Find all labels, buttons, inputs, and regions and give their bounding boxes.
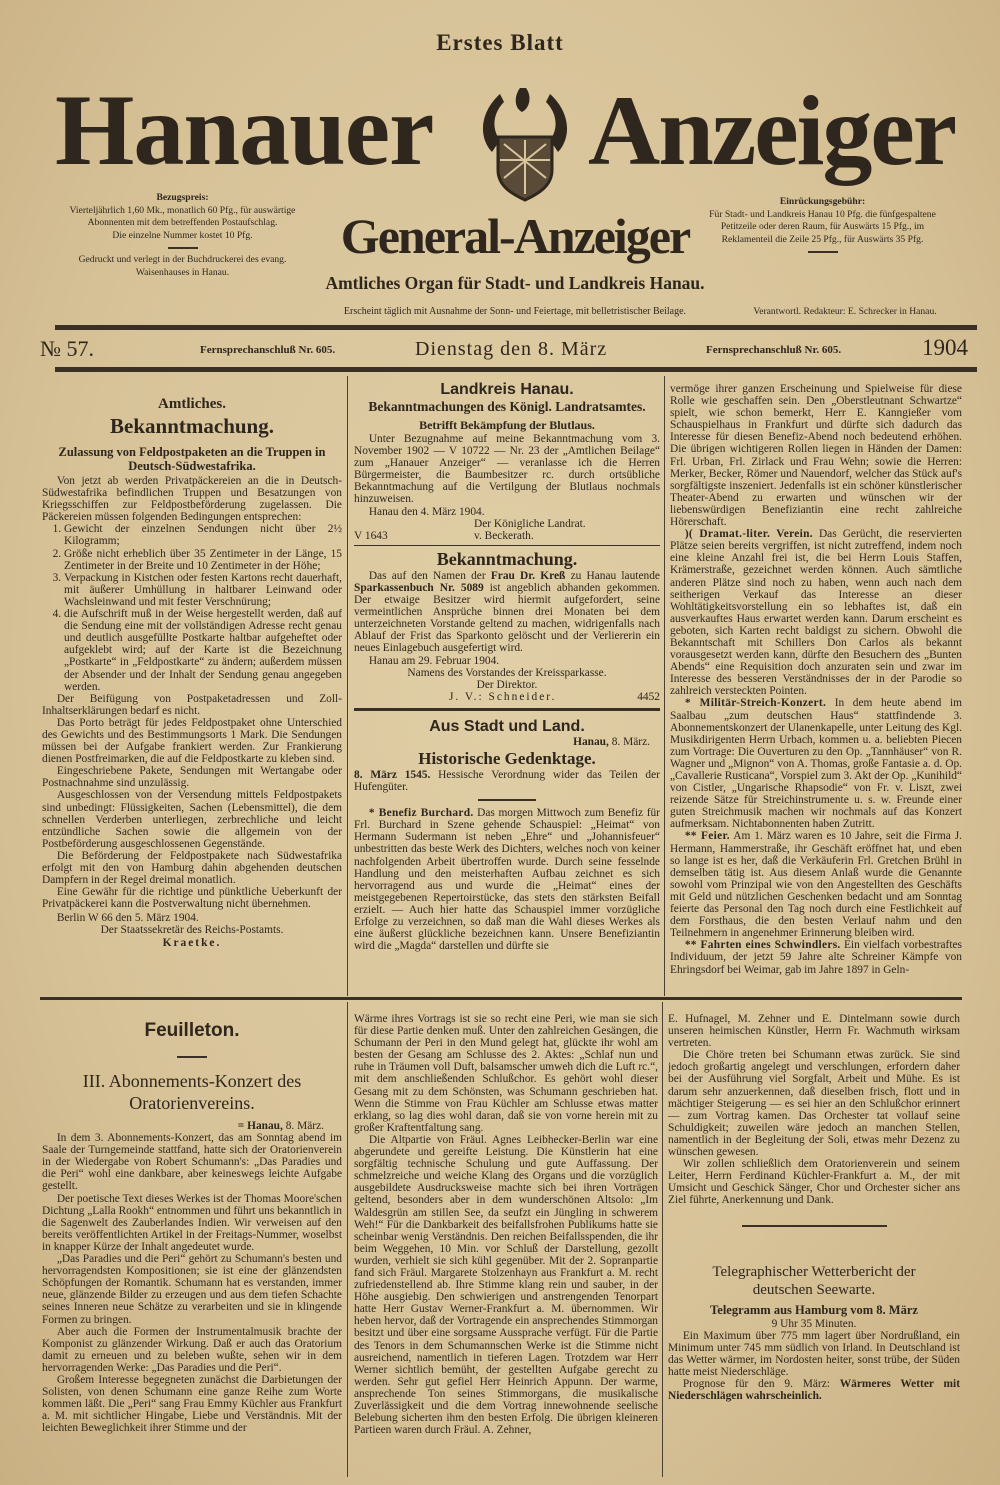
- feuilleton-rule: [40, 997, 962, 1000]
- feuilleton-dateline-place: = Hanau,: [237, 1120, 283, 1132]
- local-dateline-place: Hanau,: [573, 735, 609, 748]
- review-paragraph: Wärme ihres Vortrags ist sie so recht eine Peri, wie man sie sich für diese Partie denken muß. Unter den zahlreichen Gesängen, die Schumann der Peri in den Mund gelegt hat, glückte ihr wohl am besten der Gesang am Schlusse des 2. Aktes: „Schlaf nun und ruhe in Träumen voll Duft, balsamscher umweh dich die Luft rc.“, mit dem anschließenden Schlußchor. Es gehört wohl dieser Gesang mit zu dem Schönsten, was Schumann geschrieben hat. Wenn die Stimme von Frau Küchler am Schlusse etwas matter erklang, so lag dies wohl daran, daß sie von vorne herein mit zu großer Kraftentfaltung sang.: [354, 1013, 658, 1134]
- item-text: Das Gerücht, die reservierten Plätze seien bereits vergriffen, ist nicht zutreffend, indem noch eine kleine Anzahl frei ist, die bei Herrn Louis Staffen, Krämerstraße, gezeichnet werden können. Auch sämtliche anderen Plätze sind noch zu haben, wenn auch nach dem seitherigen Verkauf das Interesse an dieser Wohltätigkeitsvorstellung ein so lebhaftes ist, daß ein ausverkauftes Haus erwartet werden kann. Darum erscheint es geboten, sich Karten recht baldigst zu sichern. Obwohl die Bekanntschaft mit Schillers Don Carlos als bekannt vorausgesetzt werden kann, dürfte den Besuchern des „Bunten Abends“ eine Requisition doch anzuraten sein und zwar im Interesse des besseren Verständnisses der in der Parodie so zahlreich versteckten Pointen.: [670, 528, 962, 698]
- condition-item: 4. die Aufschrift muß in der Weise hergestellt werden, daß auf die Sendung eine mit der vollständigen Adresse recht genau und deutlich ausgefüllte Postkarte haltbar aufgeheftet oder aufgeklebt wird; auf der Karte ist die Bezeichnung „Postkarte“ in „Feldpostkarte“ zu ändern; außerdem müssen der Absender und der Inhalt der Sendung genau angegeben werden.: [64, 608, 342, 693]
- column-divider: [347, 1002, 348, 1477]
- masthead-rule: [55, 325, 977, 330]
- masthead-title-left: Hanauer: [55, 74, 434, 187]
- masthead-title-right: Anzeiger: [588, 75, 956, 186]
- sparkasse-book: Sparkassenbuch Nr. 5089: [354, 581, 484, 594]
- condition-item: 1. Gewicht der einzelnen Sendungen nicht über 2½ Kilogramm;: [64, 523, 342, 547]
- ads-text: Für Stadt- und Landkreis Hanau 10 Pfg. die fünfgespaltene Petitzeile oder deren Raum, für Auswärts 15 Pfg., im Reklamenteil die Zeile 25 Pfg., für Auswärts 35 Pfg.: [709, 208, 936, 245]
- notice-signer-title: Der Staatssekretär des Reichs-Postamts.: [100, 924, 284, 937]
- benefiz-continuation: vermöge ihrer ganzen Erscheinung und Spielweise für diese Rolle wie geschaffen sein. Den „Oberstleutnant Schwartze“ spielt, wie schon bemerkt, Herr E. Kanngießer vom Schauspielhaus in Frankfurt und dürfte sich dadurch das Interesse für diesen Benefiz-Abend noch bedeutend erhöhen. Die übrigen wichtigeren Rollen liegen in Händen der Damen: Frl. Urban, Frl. Zirlack und Frau Wehn; sowie die Herren: Merker, Becker, Römer und Nauendorf, welcher das Stück auf's sorgfältigste inszeniert. Jedenfalls ist ein schöner künstlerischer Theater-Abend zu erwarten und wünschen wir der liebenswürdigen Benefiziantin eine recht zahlreiche Hörerschaft.: [670, 383, 962, 529]
- phone-left: Fernsprechanschluß Nr. 605.: [200, 344, 336, 356]
- right-column: [670, 383, 962, 995]
- item-text: In dem heute abend im Saalbau „zum deutschen Haus“ stattfindende 3. Abonnementskonzert der Ulanenkapelle, unter Leitung des Kgl. Musikdirigenten Herrn Urbach, kommen u. a. beliebten Piecen zum Vortrage: Die Ouverturen zu den Op. „Tannhäuser“ von R. Wagner und „Mignon“ von A. Thomas, große Fantasie a. d. Op. „Cavallerie Rusticana“, Vorspiel zum 3. Akt der Op. „Kunihild“ von Cistler, „Ungarische Rhapsodie“ von Fr. v. Liszt, zwei reizende Sätze für Streichinstrumente u. s. w. Freunde einer guten Streichmusik machen wir nochmals auf das Konzert aufmerksam. Nichtabonnenten haben Zutritt.: [670, 697, 962, 831]
- landkreis-signer: v. Beckerath.: [474, 529, 534, 542]
- coat-of-arms-icon: [470, 82, 580, 202]
- history-text: Hessische Verordnung wider das Teilen der Hufengüter.: [354, 768, 660, 794]
- local-news-title: Aus Stadt und Land.: [429, 717, 585, 735]
- phone-right: Fernsprechanschluß Nr. 605.: [706, 344, 842, 356]
- dateline-rule: [55, 367, 977, 372]
- item-lead: * Militär-Streich-Konzert.: [684, 697, 827, 710]
- feuilleton-dateline-date: 8. März.: [285, 1120, 324, 1132]
- notice-paragraph: Ausgeschlossen von der Versendung mittels Feldpostpakets sind unbedingt: Flüssigkeiten, Sachen (Lebensmittel), die dem schnellen Verderben unterliegen, zerbrechliche und leicht entzündliche Sachen sowie die allgemein von der Postbeförderung ausgeschlossenen Gegenstände.: [42, 789, 342, 850]
- price-single: Die einzelne Nummer kostet 10 Pfg.: [112, 229, 253, 241]
- feuilleton-column-1: [42, 1020, 342, 1480]
- local-dateline-date: 8. März.: [611, 735, 650, 748]
- issue-date: Dienstag den 8. März: [415, 338, 608, 360]
- ads-heading: Einrückungsgebühr:: [779, 196, 866, 207]
- review-paragraph: In dem 3. Abonnements-Konzert, das am Sonntag abend im Saale der Turngemeinde stattfand, hatte sich der Oratorienverein in der Wiedergabe von Robert Schumann's: „Das Paradies und die Peri“ wohl eine dankbare, aber keineswegs leichte Aufgabe gestellt.: [42, 1132, 342, 1193]
- item-lead: ** Feier.: [684, 830, 730, 843]
- notice-paragraph: Die Beförderung der Feldpostpakete nach Südwestafrika erfolgt mit den von Hamburg dahin abgehenden deutschen Dampfern in der Regel dreimal monatlich.: [42, 849, 342, 887]
- notice-title: Bekanntmachung.: [110, 414, 274, 438]
- feuilleton-heading: Feuilleton.: [144, 1020, 240, 1041]
- notice-paragraph: Das Porto beträgt für jedes Feldpostpaket ohne Unterschied des Gewichts und des Bestimmungsorts 1 Mark. Die Sendungen müssen bei der Aufgabe frankiert werden. Zur Frankierung dienen Postfreimarken, die auf die Feldpostkarte zu kleben sind.: [42, 716, 342, 766]
- item-lead: )( Dramat.-liter. Verein.: [684, 528, 813, 541]
- notice-paragraph: Eine Gewähr für die richtige und pünktliche Ueberkunft der Privatpäckerei kann die Postverwaltung nicht übernehmen.: [42, 886, 342, 911]
- benefiz-lead: * Benefiz Burchard.: [368, 807, 474, 820]
- sparkasse-director: Der Direktor.: [476, 678, 538, 691]
- column-divider: [662, 1002, 663, 1477]
- landkreis-signer-title: Der Königliche Landrat.: [474, 517, 586, 530]
- notice-paragraph: Eingeschriebene Pakete, Sendungen mit Wertangabe oder Postnachnahme sind unzulässig.: [42, 765, 342, 790]
- advertising-rates-block: [700, 196, 945, 258]
- sparkasse-text: zu Hanau lautende: [570, 569, 660, 582]
- review-paragraph: Wir zollen schließlich dem Oratorienverein und seinem Leiter, Herrn Ferdinand Küchler-Frankfurt a. M., der mit Umsicht und Geschick Sänger, Chor und Orchester sicher ans Ziel führte, Anerkennung und Dank.: [668, 1158, 960, 1207]
- review-paragraph: Die Altpartie von Fräul. Agnes Leibhecker-Berlin war eine abgerundete und gereifte Leistung. Die Künstlerin hat eine sorgfältig technische Schulung und gute Auffassung. Der schmelzreiche und weiche Klang des Organs und die vorzüglich ausgebildete Ausdrucksweise machte sich bei ihren Vorträgen geltend, besonders aber in dem wunderschönen Altsolo: „Im Waldesgrün am stillen See, da seufzt ein Jüngling in schwerem Weh!“ Für die Dankbarkeit des beifallsfrohen Publikums hatte sie scheinbar wenig Verständnis. Den reichen Beifallsspenden, die ihr beim Weggehen, 10 Min. vor Schluß der Darstellung, gezollt wurden, verhielt sie sich kühl gegenüber. Mit der 2. Sopranpartie fand sich Fräul. Margarete Stolzenhayn aus Frankfurt a. M. recht zufriedenstellend ab. Ihre Stimme klang rein und sauber, in der Höhe ausgiebig. Den schwierigen und anstrengenden Tenorpart hatte Herr Gustav Werner-Frankfurt a. M. übernommen. Wir heben hervor, daß der Vortragende ein ansprechendes Stimmorgan besitzt und über eine sorgsame Aussprache verfügt. Für die Partie des Tenors in dem Schumannschen Werke ist die Stimme nicht ausreichend, namentlich in tieferen Lagen. Trotzdem war Herr Werner sichtlich bemüht, der gestellten Aufgabe gerecht zu werden. Sehr gut gefiel Herr Heinrich Appunn. Der warme, ansprechende Ton seines Stimmorgans, die musikalische Zuverlässigkeit und die dem Vortrag innewohnende seelische Belebung sicherten ihm den besten Erfolg. Die übrigen kleineren Partieen waren durch Fräul. A. Zehner,: [354, 1133, 658, 1437]
- notice-place-date: Berlin W 66 den 5. März 1904.: [56, 912, 199, 925]
- price-heading: Bezugspreis:: [156, 192, 209, 203]
- weather-title: Telegraphischer Wetterbericht der deutschen Seewarte.: [712, 1263, 916, 1298]
- landkreis-heading: Betrifft Bekämpfung der Blutlaus.: [419, 418, 595, 432]
- notice-paragraph: Der Beifügung von Postpaketadressen und Zoll-Inhaltserklärungen bedarf es nicht.: [42, 692, 342, 717]
- condition-item: 3. Verpackung in Kistchen oder festen Kartons recht dauerhaft, mit äußerer Umhüllung in haltbarer Leinwand oder Wachsleinwand und mit fester Verschnürung;: [64, 572, 342, 608]
- sparkasse-text: ist angeblich abhanden gekommen. Der etwaige Besitzer wird hiermit aufgefordert, seine vermeintlichen Ansprüche binnen drei Monaten bei dem unterzeichneten Vorstande geltend zu machen, widrigenfalls nach Ablauf der Frist das Sparkonto gelöscht und der Verliererin ein neues Einlagebuch ausgefertigt wird.: [354, 581, 660, 655]
- landkreis-ref: V 1643: [354, 529, 388, 542]
- feuilleton-column-2: [354, 1013, 658, 1480]
- item-text: Ein vielfach vorbestraftes Individuum, der jetzt 59 Jahre alte Schreiner Kämpfe von Ehringsdorf bei Weimar, gab im Jahre 1897 in Geln-: [670, 939, 962, 976]
- landkreis-title: Landkreis Hanau.: [440, 381, 574, 398]
- column-divider: [347, 376, 348, 996]
- history-date: 8. März 1545.: [354, 768, 431, 781]
- printer-note: Gedruckt und verlegt in der Buchdruckerei des evang. Waisenhauses in Hanau.: [78, 254, 287, 278]
- editor-note: Verantwortl. Redakteur: E. Schrecker in Hanau.: [753, 306, 937, 317]
- masthead-subtitle: General-Anzeiger: [340, 208, 690, 264]
- landkreis-subtitle: Bekanntmachungen des Königl. Landratsamtes.: [368, 399, 646, 414]
- history-title: Historische Gedenktage.: [418, 748, 596, 768]
- item-text: Am 1. März waren es 10 Jahre, seit die Firma J. Hermann, Hammerstraße, ihr Geschäft eröffnet hat, und eben so lange ist es her, daß die Verkäuferin Frl. Gretchen Brühl in demselben tätig ist. Aus diesem Anlaß wurde die Genannte sowohl vom Prinzipal wie von den Angestellten des Geschäfts mit Geld und nützlichen Geschenken bedacht und am Sonntag feierte das Personal den Tag noch durch eine Festlichkeit auf dem Forsthaus, die den besten Verlauf nahm und den Teilnehmern in angenehmer Erinnerung bleiben wird.: [670, 830, 962, 940]
- divider: [478, 799, 536, 801]
- concert-title: III. Abonnements-Konzert des Oratorienvereins.: [82, 1071, 302, 1113]
- edition-label: Erstes Blatt: [436, 30, 564, 55]
- divider: [354, 708, 660, 711]
- review-paragraph: „Das Paradies und die Peri“ gehört zu Schumann's besten und hervorragendsten Kompositionen; sie ist eine der glänzendsten Schöpfungen der Romantik. Schumann hat es verstanden, immer neue, glänzende Bilder zu erzeugen und aus dem tiefen Schachte seines Inneren neue Schätze zu verarbeiten und sie in klingende Formen zu bringen.: [42, 1253, 342, 1326]
- weather-text: Ein Maximum über 775 mm lagert über Nordrußland, ein Minimum unter 745 mm südlich von Irland. In Deutschland ist das Wetter wärmer, im Nordosten heiter, sonst trübe, der Süden hatte meist Niederschläge.: [668, 1329, 960, 1378]
- weather-time: 9 Uhr 35 Minuten.: [771, 1317, 857, 1330]
- official-notice-column: [42, 395, 342, 995]
- publication-note: Erscheint täglich mit Ausnahme der Sonn- und Feiertage, mit belletristischer Beilage.: [343, 306, 687, 317]
- sparkasse-text: Das auf den Namen der: [368, 569, 486, 582]
- subscription-price-block: [60, 192, 305, 279]
- benefiz-text: Das morgen Mittwoch zum Benefiz für Frl. Burchard in Szene gehende Schauspiel: „Heimat“ von Hermann Sudermann ist neben „Ehre“ und „Johannisfeuer“ unbestritten das beste Werk des Dichters, welches noch von keiner nachfolgenden Arbeit übertroffen wurde. Durch seine fesselnde Handlung und den meisterhaften Aufbau zeichnet es sich hervorragend aus und wurde die „Heimat“ eines der meistgegebenen Repertoirstücke, das stets den stärksten Beifall erzielt. — Auch hier hatte das Schauspiel immer vorzügliche Erfolge zu verzeichnen, so daß man die Wahl dieses Werkes als eine äußerst glückliche bezeichnen kann. Unsere Benefiziantin wird die „Magda“ darstellen und dürfte sie: [354, 807, 660, 953]
- divider: [354, 545, 660, 546]
- review-paragraph: Der poetische Text dieses Werkes ist der Thomas Moore'schen Dichtung „Lalla Rookh“ entnommen und führt uns bekanntlich in die Sagenwelt des Zauberlandes Indien. Wir verweisen auf den bereits veröffentlichten Artikel in der Freitags-Nummer, woselbst in knapper Kürze der Inhalt angedeutet wurde.: [42, 1192, 342, 1253]
- sparkasse-place-date: Hanau am 29. Februar 1904.: [368, 654, 500, 667]
- middle-column: [354, 380, 660, 995]
- issue-year: 1904: [922, 335, 968, 360]
- sparkasse-owner: Frau Dr. Kreß: [490, 569, 566, 582]
- weather-subtitle: Telegramm aus Hamburg vom 8. März: [710, 1302, 918, 1317]
- forecast-text: Wärmeres Wetter mit Niederschlägen wahrscheinlich.: [668, 1377, 960, 1403]
- column-divider: [664, 376, 665, 996]
- condition-item: 2. Größe nicht erheblich über 35 Zentimeter in der Länge, 15 Zentimeter in der Breite und 10 Zentimeter in der Höhe;: [64, 548, 342, 572]
- notice-signer: Kraetke.: [162, 936, 222, 949]
- review-paragraph: Aber auch die Formen der Instrumentalmusik brachte der Komponist zu glänzender Wirkung. Daß er auch das Oratorium damit zu erneuen und zu beleben wußte, sehen wir in dem hervorragenden Werke: „Das Paradies und die Peri“.: [42, 1325, 342, 1374]
- kicker: Amtliches.: [158, 396, 226, 412]
- review-paragraph: Großem Interesse begegneten zunächst die Darbietungen der Solisten, von denen Schumann eine ganze Reihe zum Worte kommen läßt. Die „Peri“ sang Frau Emmy Küchler aus Frankfurt a. M. mit sichtlicher Hingabe, Liebe und Verständnis. Mit der leichten Beweglichkeit ihrer Stimme und der: [42, 1373, 342, 1435]
- sparkasse-title: Bekanntmachung.: [436, 548, 578, 569]
- forecast-label: Prognose für den 9. März:: [682, 1377, 830, 1390]
- conditions-list: [42, 523, 342, 692]
- sparkasse-ref: 4452: [637, 690, 660, 703]
- divider: [742, 1225, 887, 1227]
- notice-intro: Von jetzt ab werden Privatpäckereien an die in Deutsch-Südwestafrika befindlichen Truppen und Besatzungen von Kriegsschiffen zur Feldpostbeförderung zugelassen. Die Päckereien müssen folgenden Bedingungen entsprechen:: [42, 475, 342, 524]
- item-lead: ** Fahrten eines Schwindlers.: [684, 939, 841, 952]
- feuilleton-column-3: [668, 1013, 960, 1480]
- review-paragraph: E. Hufnagel, M. Zehner und E. Dintelmann sowie durch unseren heimischen Künstler, Herrn Fr. Wachmuth wirksam vertreten.: [668, 1013, 960, 1050]
- official-organ: Amtliches Organ für Stadt- und Landkreis Hanau.: [325, 273, 705, 293]
- sparkasse-board: Namens des Vorstandes der Kreissparkasse.: [407, 666, 607, 679]
- notice-subtitle: Zulassung von Feldpostpaketen an die Truppen in Deutsch-Südwestafrika.: [58, 445, 326, 473]
- sparkasse-signer: J. V.: Schneider.: [449, 690, 557, 703]
- price-text: Vierteljährlich 1,60 Mk., monatlich 60 Pfg., für auswärtige Abonnenten mit dem betreffenden Postaufschlag.: [69, 204, 296, 228]
- divider: [808, 251, 838, 253]
- issue-number: № 57.: [40, 336, 94, 361]
- landkreis-text: Unter Bezugnahme auf meine Bekanntmachung vom 3. November 1902 — V 10722 — Nr. 23 der „Amtlichen Beilage“ zum „Hanauer Anzeiger“ — veranlasse ich die Herren Bürgermeister, die Baumbesitzer rc. durch ortsübliche Bekanntmachung auf die Vertilgung der Blutlaus nochmals hinzuweisen.: [354, 433, 660, 506]
- divider: [168, 247, 198, 249]
- landkreis-place-date: Hanau den 4. März 1904.: [368, 505, 485, 518]
- review-paragraph: Die Chöre treten bei Schumann etwas zurück. Sie sind jedoch großartig angelegt und verschlungen, erfordern daher bei der Ausführung viel Sorgfalt, Arbeit und Mühe. Es ist darum sehr anzuerkennen, daß dieselben frisch, flott und in mächtiger Steigerung — es sei hier an den Schlußchor erinnert — zum Vortrag kamen. Das Orchester tat vollauf seine Schuldigkeit; zuweilen wäre jedoch an manchen Stellen, namentlich in der Begleitung der Soli, etwas mehr Dezenz zu wünschen gewesen.: [668, 1049, 960, 1159]
- divider: [177, 1056, 207, 1058]
